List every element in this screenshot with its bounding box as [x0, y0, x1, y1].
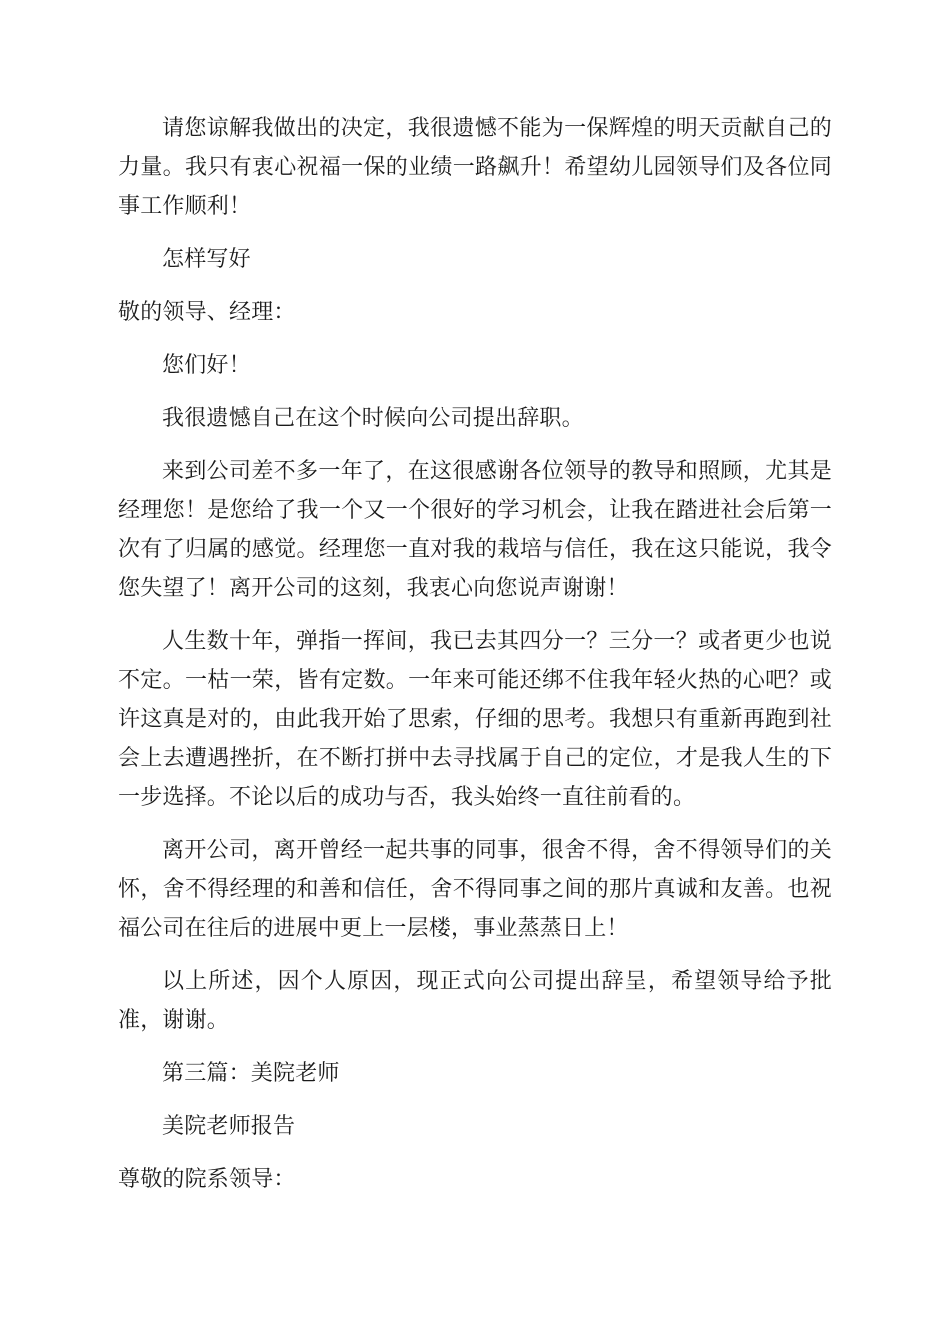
paragraph: 我很遗憾自己在这个时候向公司提出辞职。 [162, 406, 584, 431]
paragraph: 来到公司差不多一年了，在这很感谢各位领导的教导和照顾，尤其是经理您！是您给了我一个又一个很好的学习机会，让我在踏进社会后第一次有了归属的感觉。经理您一直对我的栽培与信任，我在这只能说，我令您失望了！离开公司的这刻，我衷心向您说声谢谢！ [118, 459, 832, 601]
paragraph: 请您谅解我做出的决定，我很遗憾不能为一保辉煌的明天贡献自己的力量。我只有衷心祝福一保的业绩一路飙升！希望幼儿园领导们及各位同事工作顺利！ [118, 116, 832, 219]
salutation: 敬的领导、经理： [118, 300, 296, 325]
section-subheading: 美院老师报告 [162, 1114, 296, 1139]
paragraph: 人生数十年，弹指一挥间，我已去其四分一？三分一？或者更少也说不定。一枯一荣，皆有定数。一年来可能还绑不住我年轻火热的心吧？或许这真是对的，由此我开始了思索，仔细的思考。我想只有重新再跑到社会上去遭遇挫折，在不断打拼中去寻找属于自己的定位，才是我人生的下一步选择。不论以后的成功与否，我头始终一直往前看的。 [118, 629, 832, 810]
section-heading: 怎样写好 [162, 247, 251, 272]
greeting: 您们好！ [162, 353, 251, 378]
paragraph: 离开公司，离开曾经一起共事的同事，很舍不得，舍不得领导们的关怀，舍不得经理的和善和信任，舍不得同事之间的那片真诚和友善。也祝福公司在往后的进展中更上一层楼，事业蒸蒸日上！ [118, 838, 832, 941]
section-heading: 第三篇：美院老师 [162, 1061, 340, 1086]
document-body [118, 109, 832, 1213]
salutation: 尊敬的院系领导： [118, 1167, 296, 1192]
paragraph: 以上所述，因个人原因，现正式向公司提出辞呈，希望领导给予批准，谢谢。 [118, 969, 832, 1033]
